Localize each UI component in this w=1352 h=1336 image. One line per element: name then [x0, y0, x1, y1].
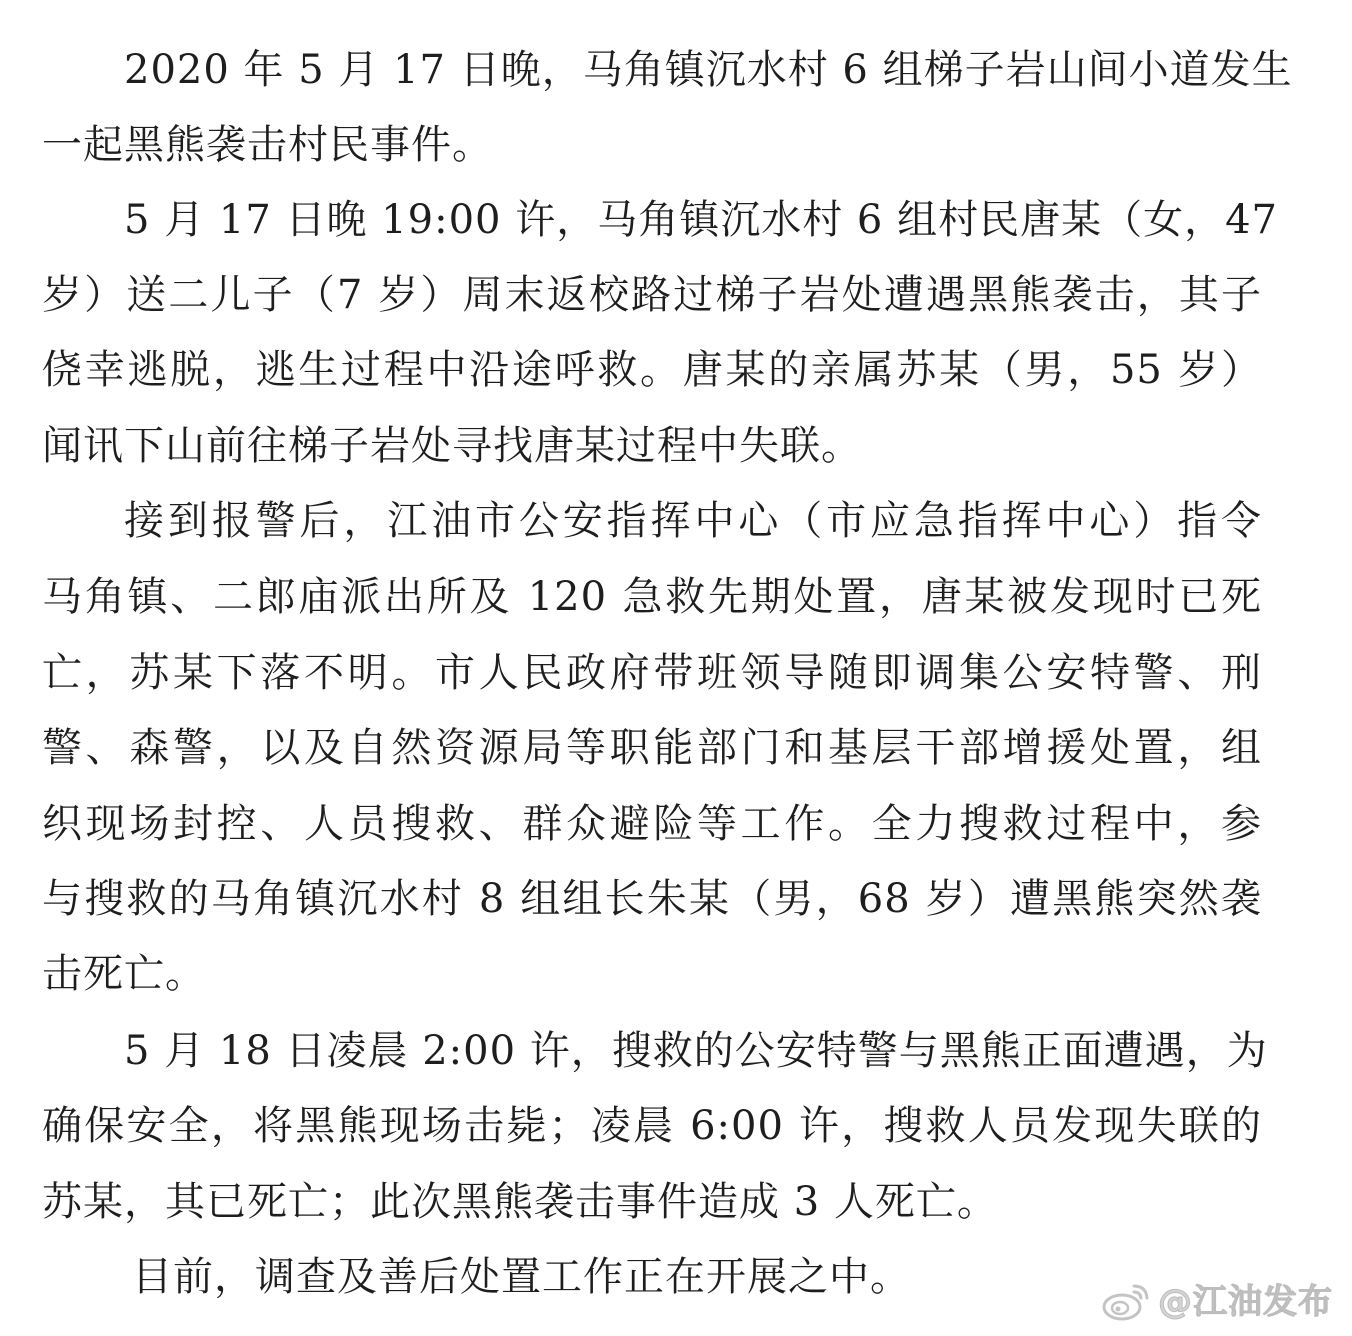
paragraph-4-line-3: 苏某，其已死亡；此次黑熊袭击事件造成 3 人死亡。	[42, 1179, 998, 1225]
watermark-text: @江油发布	[1158, 1282, 1333, 1322]
paragraph-4-line-2: 确保安全，将黑熊现场击毙；凌晨 6:00 许，搜救人员发现失联的	[42, 1103, 1262, 1149]
paragraph-1-line-2: 一起黑熊袭击村民事件。	[42, 122, 493, 168]
paragraph-3-line-1: 接到报警后，江油市公安指挥中心（市应急指挥中心）指令	[124, 498, 1262, 544]
weibo-watermark	[1100, 1276, 1342, 1328]
paragraph-2-line-1: 5 月 17 日晚 19:00 许，马角镇沉水村 6 组村民唐某（女，47	[124, 197, 1278, 243]
paragraph-1-line-1: 2020 年 5 月 17 日晚，马角镇沉水村 6 组梯子岩山间小道发生	[124, 47, 1293, 93]
paragraph-3-line-7: 击死亡。	[42, 951, 206, 997]
weibo-icon	[1100, 1280, 1152, 1324]
paragraph-3-line-5: 织现场封控、人员搜救、群众避险等工作。全力搜救过程中，参	[42, 801, 1262, 847]
paragraph-2-line-4: 闻讯下山前往梯子岩处寻找唐某过程中失联。	[42, 423, 862, 469]
paragraph-4-line-1: 5 月 18 日凌晨 2:00 许，搜救的公安特警与黑熊正面遭遇，为	[124, 1028, 1268, 1074]
paragraph-2-line-2: 岁）送二儿子（7 岁）周末返校路过梯子岩处遭遇黑熊袭击，其子	[42, 272, 1262, 318]
paragraph-3-line-4: 警、森警，以及自然资源局等职能部门和基层干部增援处置，组	[42, 725, 1262, 771]
paragraph-3-line-3: 亡，苏某下落不明。市人民政府带班领导随即调集公安特警、刑	[42, 650, 1262, 696]
paragraph-3-line-6: 与搜救的马角镇沉水村 8 组组长朱某（男，68 岁）遭黑熊突然袭	[42, 876, 1262, 922]
paragraph-5-line-1: 目前，调查及善后处置工作正在开展之中。	[132, 1254, 911, 1300]
paragraph-2-line-3: 侥幸逃脱，逃生过程中沿途呼救。唐某的亲属苏某（男，55 岁）	[42, 347, 1262, 393]
paragraph-3-line-2: 马角镇、二郎庙派出所及 120 急救先期处置，唐某被发现时已死	[42, 574, 1262, 620]
